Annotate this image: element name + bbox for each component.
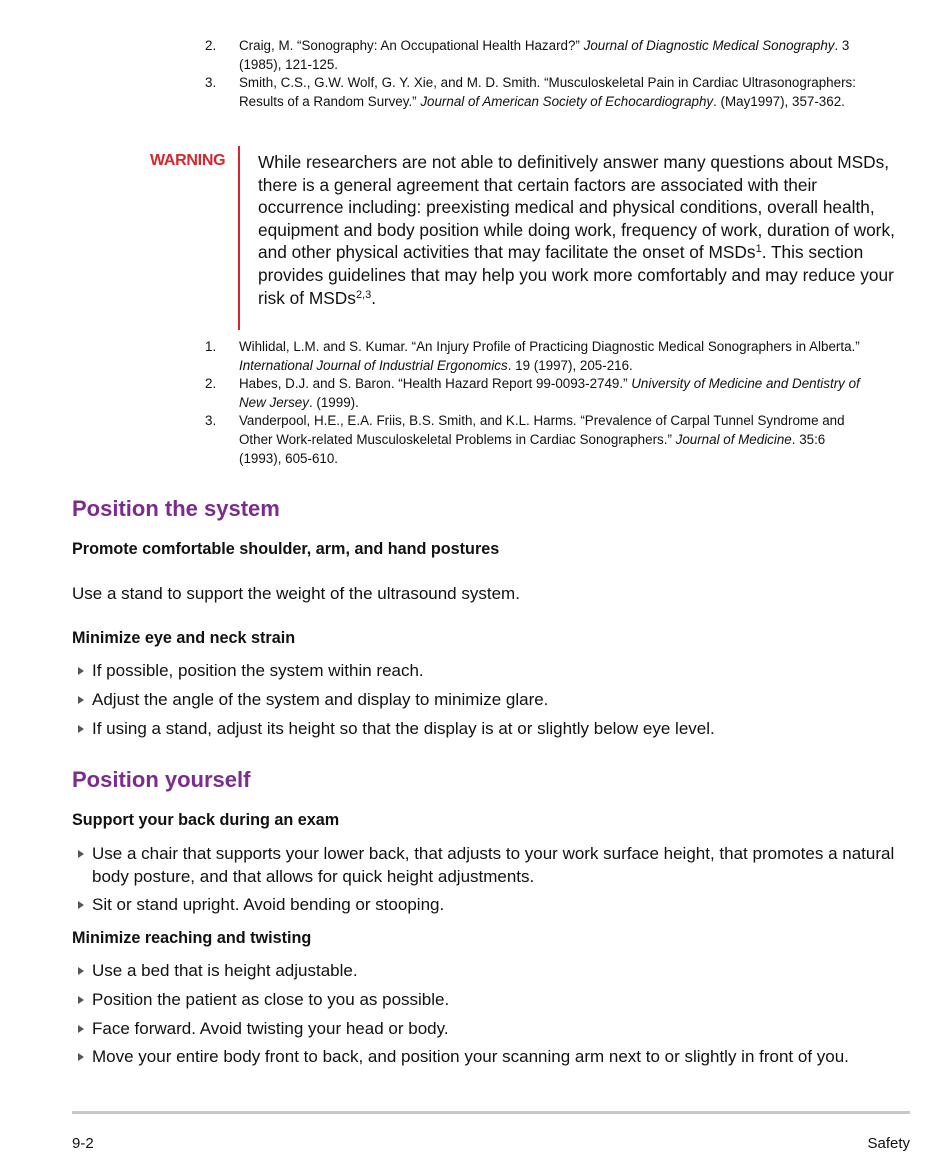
reference-text: Habes, D.J. and S. Baron. “Health Hazard Report 99-0093-2749.”	[239, 376, 632, 392]
reference-details: . (1999).	[308, 394, 359, 410]
reference-details: . 19 (1997), 205-216.	[507, 357, 633, 373]
footnote-ref: 2,3	[355, 288, 372, 301]
section-heading-position-system: Position the system	[72, 496, 280, 521]
list-item: Position the patient as close to you as possible.	[72, 989, 912, 1012]
triangle-bullet-icon	[78, 667, 84, 675]
reference-details: . 35:6 (1993), 605-610.	[239, 431, 826, 466]
reference-journal: Journal of Diagnostic Medical Sonography	[583, 38, 835, 53]
references-bottom	[205, 338, 865, 468]
reference-item	[205, 37, 865, 74]
triangle-bullet-icon	[78, 696, 84, 704]
list-item: If possible, position the system within reach.	[72, 660, 912, 683]
triangle-bullet-icon	[78, 725, 84, 733]
reference-number: 3.	[205, 413, 217, 429]
reference-journal: University of Medicine and Dentistry of New Jersey	[239, 376, 860, 410]
section-name: Safety	[867, 1135, 910, 1152]
bullet-list-eye-neck	[72, 660, 912, 746]
triangle-bullet-icon	[78, 1025, 84, 1033]
reference-number: 1.	[205, 339, 217, 354]
reference-item	[205, 412, 865, 468]
subheading-back: Support your back during an exam	[72, 811, 340, 829]
reference-journal: Journal of American Society of Echocardiography	[420, 93, 714, 109]
references-top	[205, 37, 865, 111]
subheading-eye-neck: Minimize eye and neck strain	[72, 629, 296, 647]
reference-number: 2.	[205, 38, 217, 53]
warning-label: WARNING	[150, 152, 226, 169]
reference-item	[205, 375, 865, 412]
reference-details: . 3 (1985), 121-125.	[239, 38, 850, 72]
reference-details: . (May1997), 357-362.	[713, 93, 845, 109]
reference-journal: Journal of Medicine	[675, 431, 792, 447]
warning-text: While researchers are not able to definitively answer many questions about MSDs, there is a general agreement that certain factors are associated with their occurrence including: preexisting medical and physical conditions, overall health, equipment and body position while doing work, frequency of work, duration of work, and other physical activities that may facilitate the onset of MSDs$^1$. This section provides guidelines that may help you work more comfortably and may reduce your risk of MSDs$^{2,3}$.	[258, 152, 895, 308]
list-item: Use a chair that supports your lower back, that adjusts to your work surface height, that promotes a natural body posture, and that allows for quick height adjustments.	[72, 843, 912, 888]
section-heading-position-yourself: Position yourself	[72, 767, 251, 792]
page-number: 9-2	[72, 1135, 94, 1152]
list-item: If using a stand, adjust its height so that the display is at or slightly below eye level.	[72, 718, 912, 741]
triangle-bullet-icon	[78, 967, 84, 975]
list-item: Face forward. Avoid twisting your head or body.	[72, 1018, 912, 1041]
reference-text: Craig, M. “Sonography: An Occupational Health Hazard?”	[239, 38, 584, 53]
reference-item	[205, 74, 865, 111]
reference-text: Vanderpool, H.E., E.A. Friis, B.S. Smith, and K.L. Harms. “Prevalence of Carpal Tunnel Syndrome and Other Work-related Musculoskeletal Problems in Cardiac Sonographers.”	[239, 413, 845, 447]
reference-number: 3.	[205, 75, 217, 91]
reference-text: Smith, C.S., G.W. Wolf, G. Y. Xie, and M. D. Smith. “Musculoskeletal Pain in Cardiac Ultrasonographers: Results of a Random Survey.”	[239, 75, 856, 109]
reference-item	[205, 338, 865, 375]
paragraph-stand: Use a stand to support the weight of the ultrasound system.	[72, 584, 520, 603]
reference-journal: International Journal of Industrial Ergonomics	[239, 357, 508, 373]
triangle-bullet-icon	[78, 996, 84, 1004]
reference-text: Wihlidal, L.M. and S. Kumar. “An Injury Profile of Practicing Diagnostic Medical Sonographers in Alberta.”	[239, 339, 860, 354]
list-item: Sit or stand upright. Avoid bending or stooping.	[72, 894, 912, 917]
footnote-ref: 1	[755, 243, 762, 256]
triangle-bullet-icon	[78, 901, 84, 909]
subheading-reaching: Minimize reaching and twisting	[72, 929, 312, 947]
subheading-postures: Promote comfortable shoulder, arm, and hand postures	[72, 540, 500, 558]
list-item: Move your entire body front to back, and position your scanning arm next to or slightly in front of you.	[72, 1046, 912, 1069]
footer-divider	[72, 1111, 910, 1114]
triangle-bullet-icon	[78, 850, 84, 858]
list-item: Use a bed that is height adjustable.	[72, 960, 912, 983]
bullet-list-back	[72, 843, 912, 923]
warning-divider	[238, 146, 240, 330]
bullet-list-reaching	[72, 960, 912, 1075]
reference-number: 2.	[205, 376, 217, 392]
list-item: Adjust the angle of the system and display to minimize glare.	[72, 689, 912, 712]
triangle-bullet-icon	[78, 1053, 84, 1061]
